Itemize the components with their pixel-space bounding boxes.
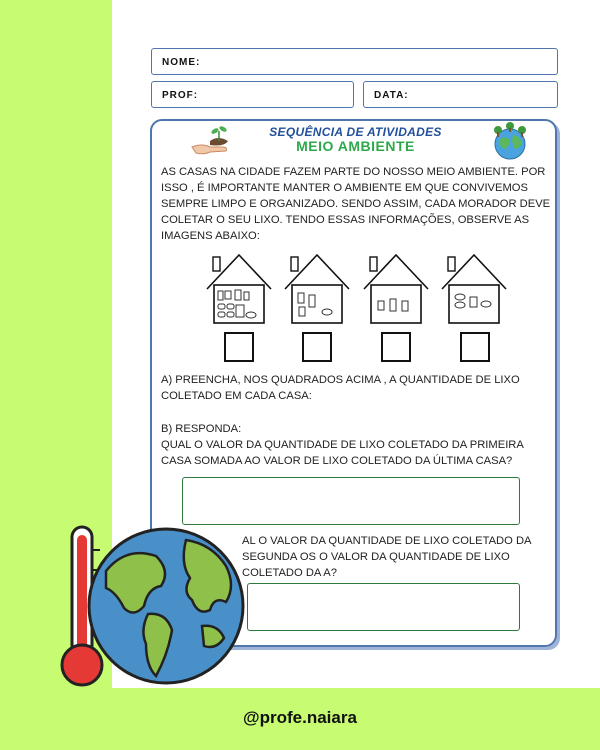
- name-field[interactable]: [151, 48, 558, 75]
- name-label: NOME:: [162, 57, 201, 68]
- date-label: DATA:: [374, 90, 409, 101]
- title-line-1: SEQUÊNCIA DE ATIVIDADES: [269, 125, 442, 139]
- count-box-house-4[interactable]: [460, 332, 490, 362]
- count-box-house-3[interactable]: [381, 332, 411, 362]
- prof-field[interactable]: [151, 81, 354, 108]
- earth-trees-icon: [489, 121, 531, 163]
- count-box-house-1[interactable]: [224, 332, 254, 362]
- title-line-2: MEIO AMBIENTE: [296, 138, 415, 154]
- house-4: [440, 249, 508, 329]
- question-c: AL O VALOR DA QUANTIDADE DE LIXO COLETADO DA SEGUNDA OS O VALOR DA QUANTIDADE DE LIXO COLETADO DA A?: [242, 535, 531, 579]
- answer-box-b[interactable]: [182, 477, 520, 525]
- earth-globe-icon: [86, 526, 246, 686]
- house-2: [283, 249, 351, 329]
- answer-box-c[interactable]: [247, 583, 520, 631]
- prof-label: PROF:: [162, 90, 199, 101]
- question-a: A) PREENCHA, NOS QUADRADOS ACIMA , A QUANTIDADE DE LIXO COLETADO EM CADA CASA:: [161, 374, 520, 402]
- house-1: [205, 249, 273, 329]
- count-box-house-2[interactable]: [302, 332, 332, 362]
- house-3: [362, 249, 430, 329]
- question-b-label: B) RESPONDA:: [161, 423, 242, 435]
- question-b: QUAL O VALOR DA QUANTIDADE DE LIXO COLETADO DA PRIMEIRA CASA SOMADA AO VALOR DE LIXO COLETADO DA ÚLTIMA CASA?: [161, 439, 524, 467]
- author-handle: @profe.naiara: [243, 708, 357, 727]
- intro-text: AS CASAS NA CIDADE FAZEM PARTE DO NOSSO MEIO AMBIENTE. POR ISSO , É IMPORTANTE MANTER O AMBIENTE EM QUE CONVIVEMOS SEMPRE LIMPO E ORGANIZADO. SENDO ASSIM, CADA MORADOR DEVE COLETAR O SEU LIXO. TENDO ESSAS INFORMAÇÕES, OBSERVE AS IMAGENS ABAIXO:: [161, 166, 551, 242]
- date-field[interactable]: [363, 81, 558, 108]
